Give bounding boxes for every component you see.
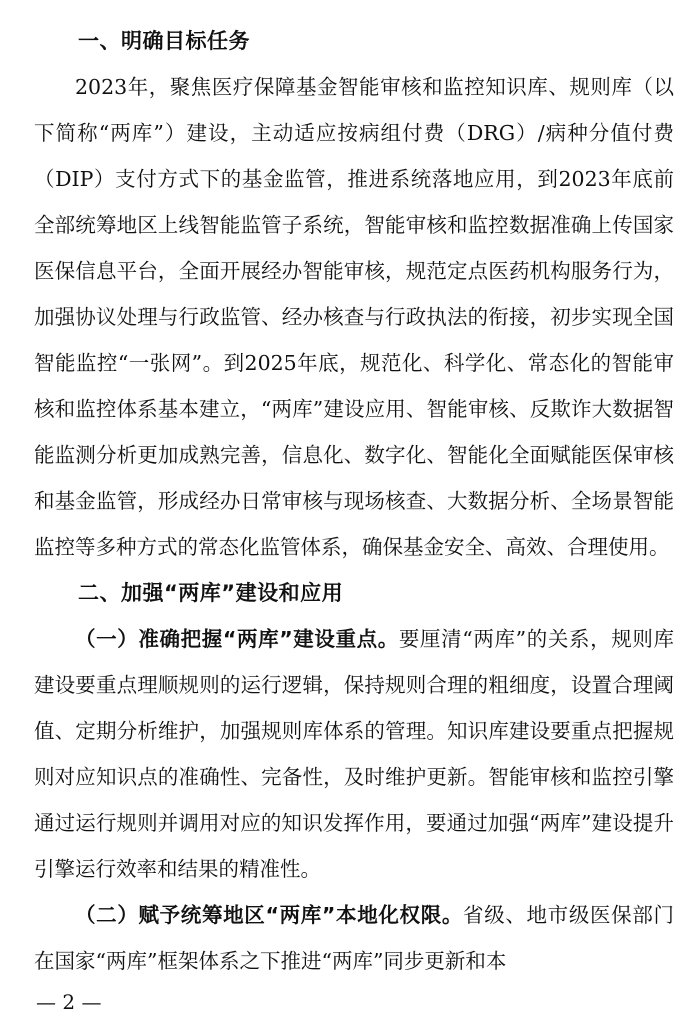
section-1-heading: 一、明确目标任务 xyxy=(78,29,250,53)
section-2-item-1-title: （一）准确把握“两库”建设重点。 xyxy=(75,627,399,651)
section-2-item-2-paragraph xyxy=(34,892,674,984)
section-2-item-1-paragraph xyxy=(34,616,674,892)
section-2-item-2-title: （二）赋予统筹地区“两库”本地化权限。 xyxy=(75,903,464,927)
page-number: — 2 — xyxy=(36,990,102,1014)
section-2-item-2-text: 省级、地市级医保部门在国家“两库”框架体系之下推进“两库”同步更新和本 xyxy=(34,903,674,973)
section-2-heading: 二、加强“两库”建设和应用 xyxy=(78,581,344,605)
section-1-paragraph: 2023年，聚焦医疗保障基金智能审核和监控知识库、规则库（以下简称“两库”）建设，主动适应按病组付费（DRG）/病种分值付费（DIP）支付方式下的基金监管，推进系统落地应用，到2023年底前全部统筹地区上线智能监管子系统，智能审核和监控数据准确上传国家医保信息平台，全面开展经办智能审核，规范定点医药机构服务行为，加强协议处理与行政监管、经办核查与行政执法的衔接，初步实现全国智能监控“一张网”。到2025年底，规范化、科学化、常态化的智能审核和监控体系基本建立，“两库”建设应用、智能审核、反欺诈大数据智能监测分析更加成熟完善，信息化、数字化、智能化全面赋能医保审核和基金监管，形成经办日常审核与现场核查、大数据分析、全场景智能监控等多种方式的常态化监管体系，确保基金安全、高效、合理使用。 xyxy=(34,75,674,559)
document-body xyxy=(34,18,674,984)
section-2-item-1-text: 要厘清“两库”的关系，规则库建设要重点理顺规则的运行逻辑，保持规则合理的粗细度，设置合理阈值、定期分析维护，加强规则库体系的管理。知识库建设要重点把握规则对应知识点的准确性、完备性，及时维护更新。智能审核和监控引擎通过运行规则并调用对应的知识发挥作用，要通过加强“两库”建设提升引擎运行效率和结果的精准性。 xyxy=(34,627,674,881)
